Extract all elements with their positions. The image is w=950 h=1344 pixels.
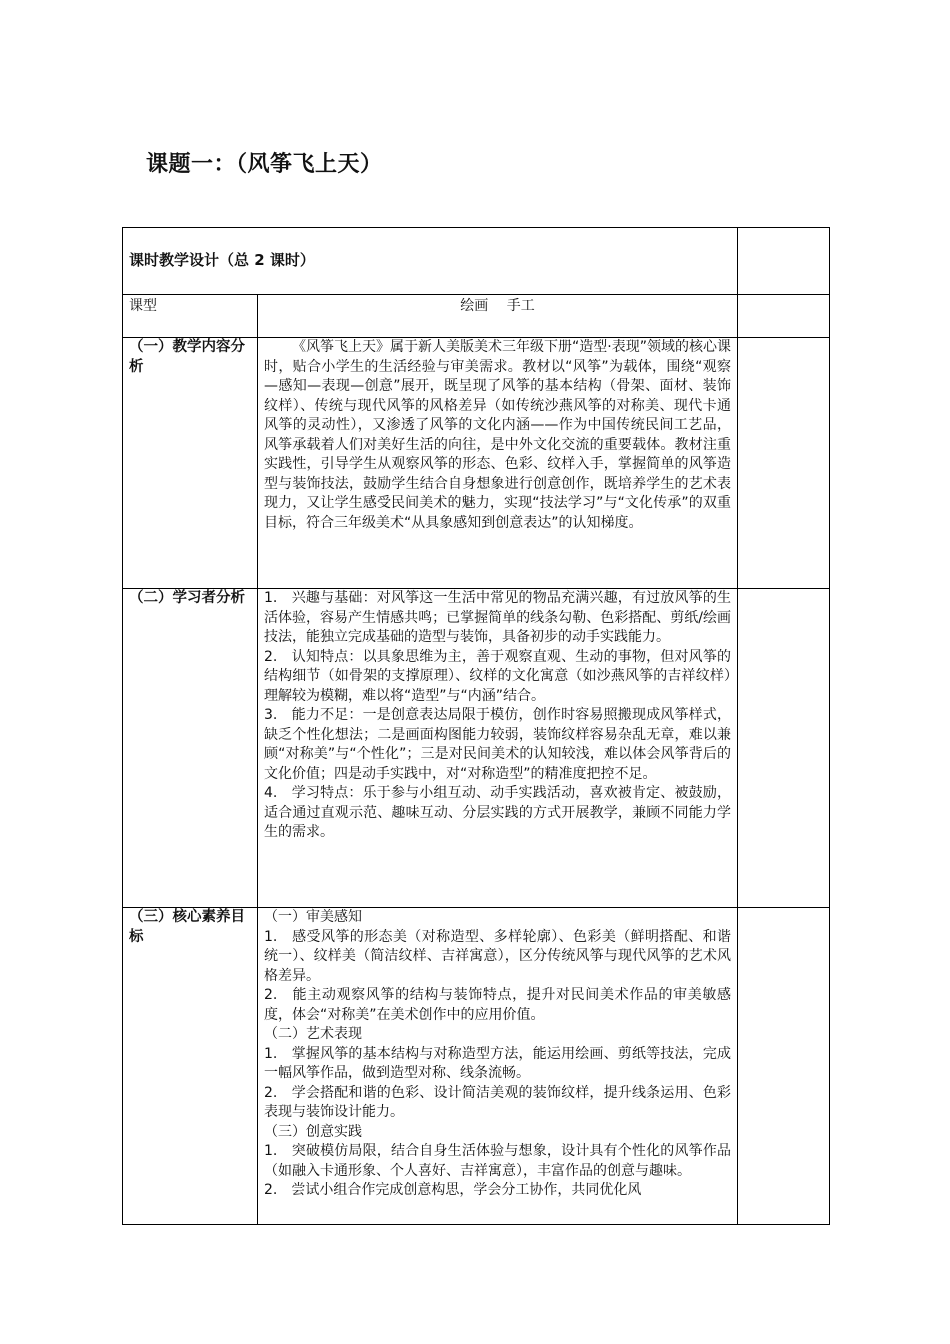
empty-cell	[738, 228, 830, 295]
section-label: （三）核心素养目标	[123, 908, 258, 1225]
table-header-cell: 课时教学设计（总 2 课时）	[123, 228, 738, 295]
subheading: （三）创意实践	[264, 1123, 362, 1140]
table-header-row	[123, 228, 830, 295]
paragraph: 2. 能主动观察风筝的结构与装饰特点，提升对民间美术作品的审美敏感度，体会“对称美”在美术创作中的应用价值。	[264, 987, 732, 1023]
paragraph: 2. 学会搭配和谐的色彩、设计简洁美观的装饰纹样，提升线条运用、色彩表现与装饰设计能力。	[264, 1084, 732, 1120]
section-body	[258, 908, 738, 1225]
paragraph: 4. 学习特点：乐于参与小组互动、动手实践活动，喜欢被肯定、被鼓励，适合通过直观示范、趣味互动、分层实践的方式开展教学，兼顾不同能力学生的需求。	[264, 785, 732, 840]
lesson-type-label: 课型	[123, 295, 258, 338]
subheading: （一）审美感知	[264, 909, 362, 925]
paragraph: 《风筝飞上天》属于新人美版美术三年级下册“造型·表现”领域的核心课时，贴合小学生的生活经验与审美需求。教材以“风筝”为载体，围绕“观察—感知—表现—创意”展开，既呈现了风筝的基本结构（骨架、面材、装饰纹样）、传统与现代风筝的风格差异（如传统沙燕风筝的对称美、现代卡通风筝的灵动性），又渗透了风筝的文化内涵——作为中国传统民间工艺品，风筝承载着人们对美好生活的向往，是中外文化交流的重要载体。教材注重实践性，引导学生从观察风筝的形态、色彩、纹样入手，掌握简单的风筝造型与装饰技法，鼓励学生结合自身想象进行创意创作，既培养学生的艺术表现力，又让学生感受民间美术的魅力，实现“技法学习”与“文化传承”的双重目标，符合三年级美术“从具象感知到创意表达”的认知梯度。	[264, 339, 732, 531]
section-label: （一）教学内容分析	[123, 338, 258, 589]
empty-cell	[738, 908, 830, 1225]
page-title: 课题一：（风筝飞上天）	[146, 152, 383, 177]
section-row-content-analysis	[123, 338, 830, 589]
lesson-type-row	[123, 295, 830, 338]
paragraph: 1. 兴趣与基础：对风筝这一生活中常见的物品充满兴趣，有过放风筝的生活体验，容易产生情感共鸣；已掌握简单的线条勾勒、色彩搭配、剪纸/绘画技法，能独立完成基础的造型与装饰，具备初步的动手实践能力。	[264, 590, 732, 645]
paragraph: 1. 突破模仿局限，结合自身生活体验与想象，设计具有个性化的风筝作品（如融入卡通形象、个人喜好、吉祥寓意），丰富作品的创意与趣味。	[264, 1143, 732, 1179]
empty-cell	[738, 589, 830, 908]
section-row-learner-analysis	[123, 589, 830, 908]
section-row-core-literacy	[123, 908, 830, 1225]
paragraph: 3. 能力不足：一是创意表达局限于模仿，创作时容易照搬现成风筝样式，缺乏个性化想法；二是画面构图能力较弱，装饰纹样容易杂乱无章，难以兼顾“对称美”与“个性化”；三是对民间美术的认知较浅，难以体会风筝背后的文化价值；四是动手实践中，对“对称造型”的精准度把控不足。	[264, 707, 732, 782]
empty-cell	[738, 338, 830, 589]
lesson-plan-table	[122, 227, 830, 1225]
section-label: （二）学习者分析	[123, 589, 258, 908]
section-body	[258, 589, 738, 908]
paragraph: 1. 掌握风筝的基本结构与对称造型方法，能运用绘画、剪纸等技法，完成一幅风筝作品，做到造型对称、线条流畅。	[264, 1045, 732, 1081]
paragraph: 1. 感受风筝的形态美（对称造型、多样轮廓）、色彩美（鲜明搭配、和谐统一）、纹样美（简洁纹样、吉祥寓意），区分传统风筝与现代风筝的艺术风格差异。	[264, 928, 732, 984]
paragraph: 2. 尝试小组合作完成创意构思，学会分工协作，共同优化风	[264, 1182, 642, 1198]
subheading: （二）艺术表现	[264, 1026, 362, 1042]
paragraph: 2. 认知特点：以具象思维为主，善于观察直观、生动的事物，但对风筝的结构细节（如骨架的支撑原理）、纹样的文化寓意（如沙燕风筝的吉祥纹样）理解较为模糊，难以将“造型”与“内涵”结合。	[264, 648, 732, 704]
section-body	[258, 338, 738, 589]
lesson-type-value: 绘画 手工	[258, 295, 738, 338]
empty-cell	[738, 295, 830, 338]
